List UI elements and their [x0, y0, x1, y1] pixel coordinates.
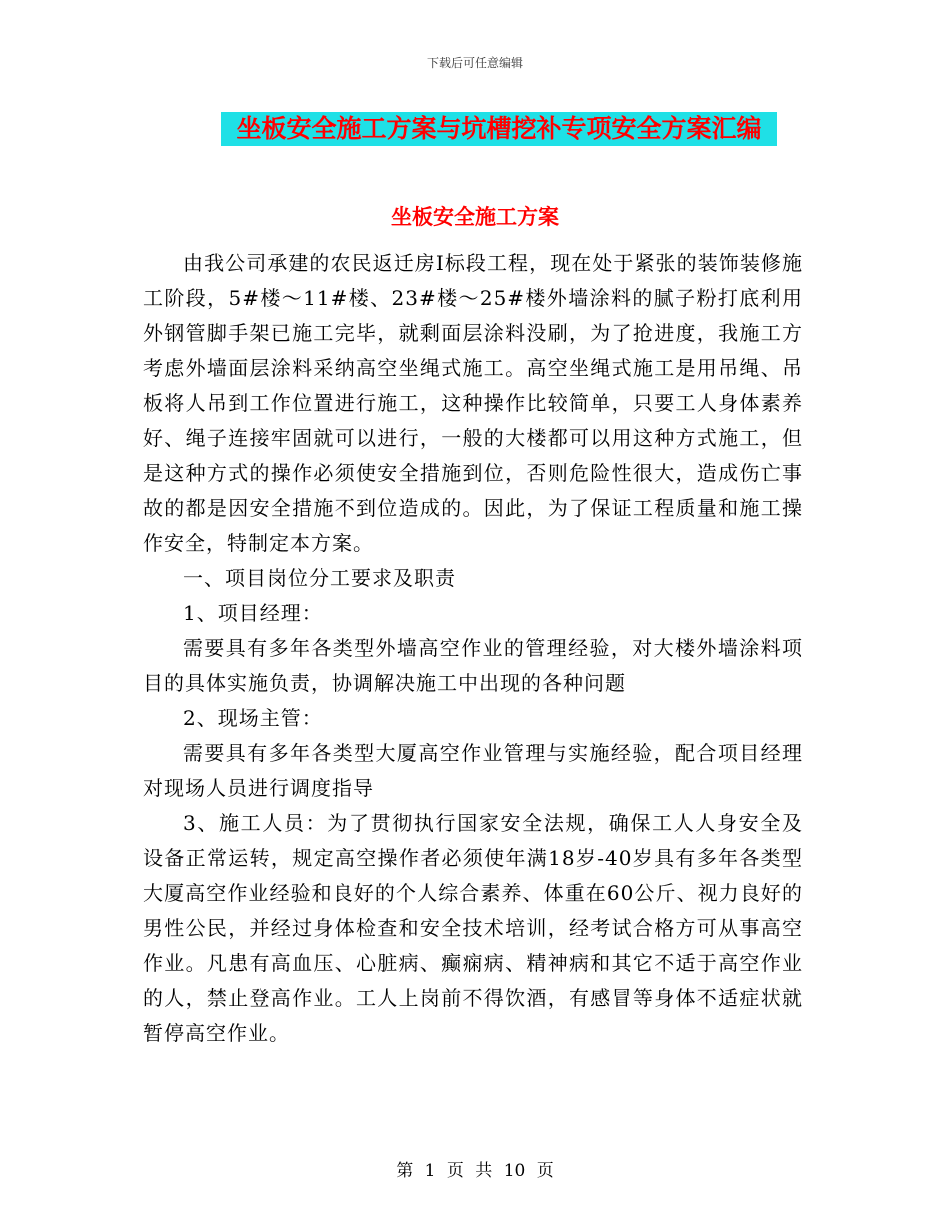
header-note: 下载后可任意编辑 [426, 56, 523, 70]
paragraph-item-2: 2、现场主管： [183, 706, 323, 730]
document-title: 坐板安全施工方案与坑槽挖补专项安全方案汇编 [221, 112, 777, 146]
section-title: 坐板安全施工方案 [391, 204, 559, 229]
body-text [143, 246, 803, 1051]
paragraph-item-2-detail: 需要具有多年各类型大厦高空作业管理与实施经验，配合项目经理对现场人员进行调度指导 [143, 741, 803, 800]
paragraph-intro: 由我公司承建的农民返迁房Ⅰ标段工程，现在处于紧张的装饰装修施工阶段，5#楼～11#楼、23#楼～25#楼外墙涂料的腻子粉打底利用外钢管脚手架已施工完毕，就剩面层涂料没刷，为了抢进度，我施工方考虑外墙面层涂料采纳高空坐绳式施工。高空坐绳式施工是用吊绳、吊板将人吊到工作位置进行施工，这种操作比较简单，只要工人身体素养好、绳子连接牢固就可以进行，一般的大楼都可以用这种方式施工，但是这种方式的操作必须使安全措施到位，否则危险性很大，造成伤亡事故的都是因安全措施不到位造成的。因此，为了保证工程质量和施工操作安全，特制定本方案。 [143, 251, 803, 555]
paragraph-item-1-detail: 需要具有多年各类型外墙高空作业的管理经验，对大楼外墙涂料项目的具体实施负责，协调解决施工中出现的各种问题 [143, 636, 803, 695]
paragraph-heading-1: 一、项目岗位分工要求及职责 [183, 566, 456, 590]
page-number: 第 1 页 共 10 页 [396, 1161, 554, 1181]
paragraph-item-1: 1、项目经理： [183, 601, 323, 625]
paragraph-item-3: 3、施工人员：为了贯彻执行国家安全法规，确保工人人身安全及设备正常运转，规定高空操作者必须使年满18岁-40岁具有多年各类型大厦高空作业经验和良好的个人综合素养、体重在60公斤、视力良好的男性公民，并经过身体检查和安全技术培训，经考试合格方可从事高空作业。凡患有高血压、心脏病、癫痫病、精神病和其它不适于高空作业的人，禁止登高作业。工人上岗前不得饮酒，有感冒等身体不适症状就暂停高空作业。 [143, 811, 803, 1045]
